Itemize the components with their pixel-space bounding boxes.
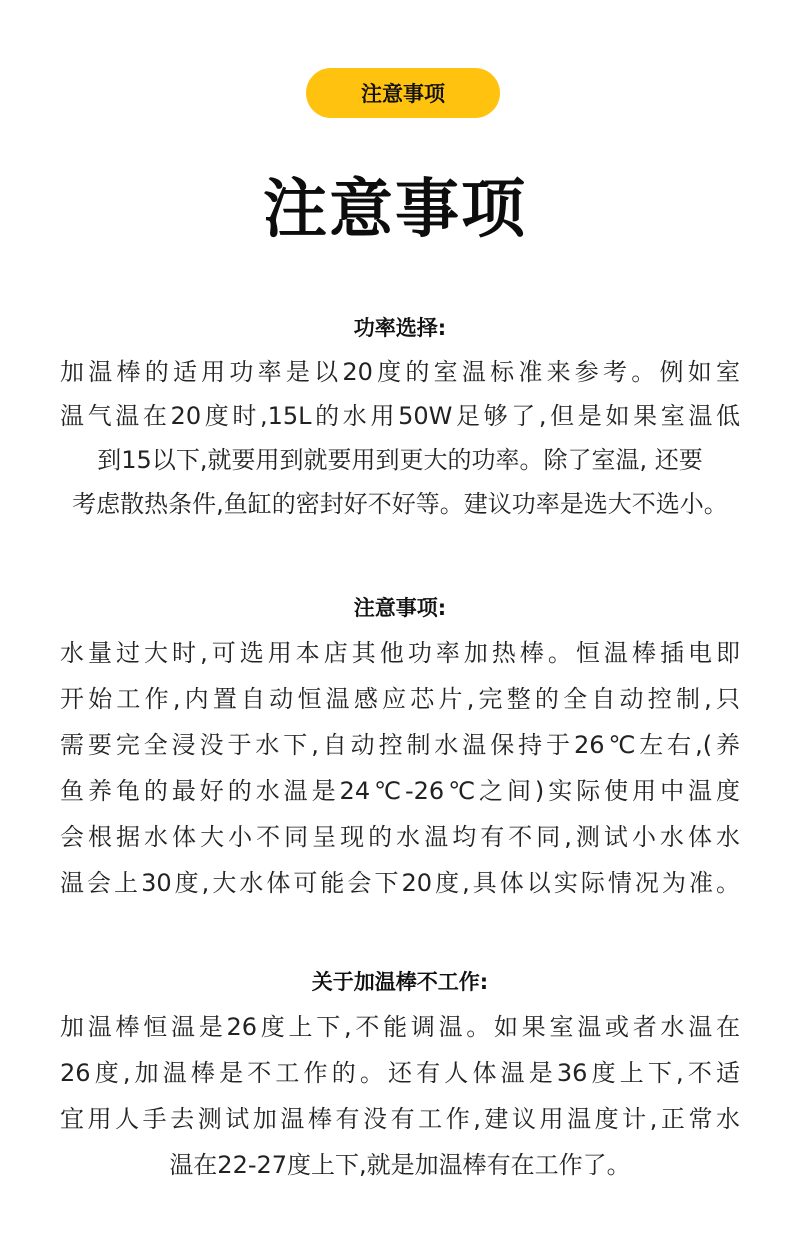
paragraph-line: 开始工作,内置自动恒温感应芯片,完整的全自动控制,只 [60, 685, 740, 713]
section-badge: 注意事项 [306, 68, 500, 118]
paragraph-line: 26度,加温棒是不工作的。还有人体温是36度上下,不适 [60, 1059, 740, 1087]
paragraph-line: 加温棒的适用功率是以20度的室温标准来参考。例如室 [60, 358, 740, 386]
section-heading: 功率选择: [353, 316, 447, 340]
paragraph-line: 会根据水体大小不同呈现的水温均有不同,测试小水体水 [60, 823, 740, 851]
paragraph-line: 温气温在20度时,15L的水用50W足够了,但是如果室温低 [60, 402, 740, 430]
section-heading: 关于加温棒不工作: [311, 970, 489, 994]
paragraph-line: 需要完全浸没于水下,自动控制水温保持于26℃左右,(养 [60, 731, 740, 759]
section-heading: 注意事项: [353, 596, 447, 620]
paragraph-line: 宜用人手去测试加温棒有没有工作,建议用温度计,正常水 [60, 1105, 740, 1133]
not-working-section [60, 966, 740, 1188]
paragraph-line: 鱼养龟的最好的水温是24℃-26℃之间)实际使用中温度 [60, 777, 740, 805]
paragraph-line: 加温棒恒温是26度上下,不能调温。如果室温或者水温在 [60, 1013, 740, 1041]
paragraph-line: 温会上30度,大水体可能会下20度,具体以实际情况为准。 [60, 869, 740, 897]
paragraph-line: 考虑散热条件,鱼缸的密封好不好等。建议功率是选大不选小。 [72, 490, 728, 518]
notes-section [60, 592, 740, 906]
paragraph-line: 到15以下,就要用到就要用到更大的功率。除了室温, 还要 [97, 446, 703, 474]
page-title: 注意事项 [263, 173, 527, 247]
power-selection-section [60, 312, 740, 526]
paragraph-line: 温在22-27度上下,就是加温棒有在工作了。 [169, 1151, 631, 1179]
paragraph-line: 水量过大时,可选用本店其他功率加热棒。恒温棒插电即 [60, 639, 740, 667]
